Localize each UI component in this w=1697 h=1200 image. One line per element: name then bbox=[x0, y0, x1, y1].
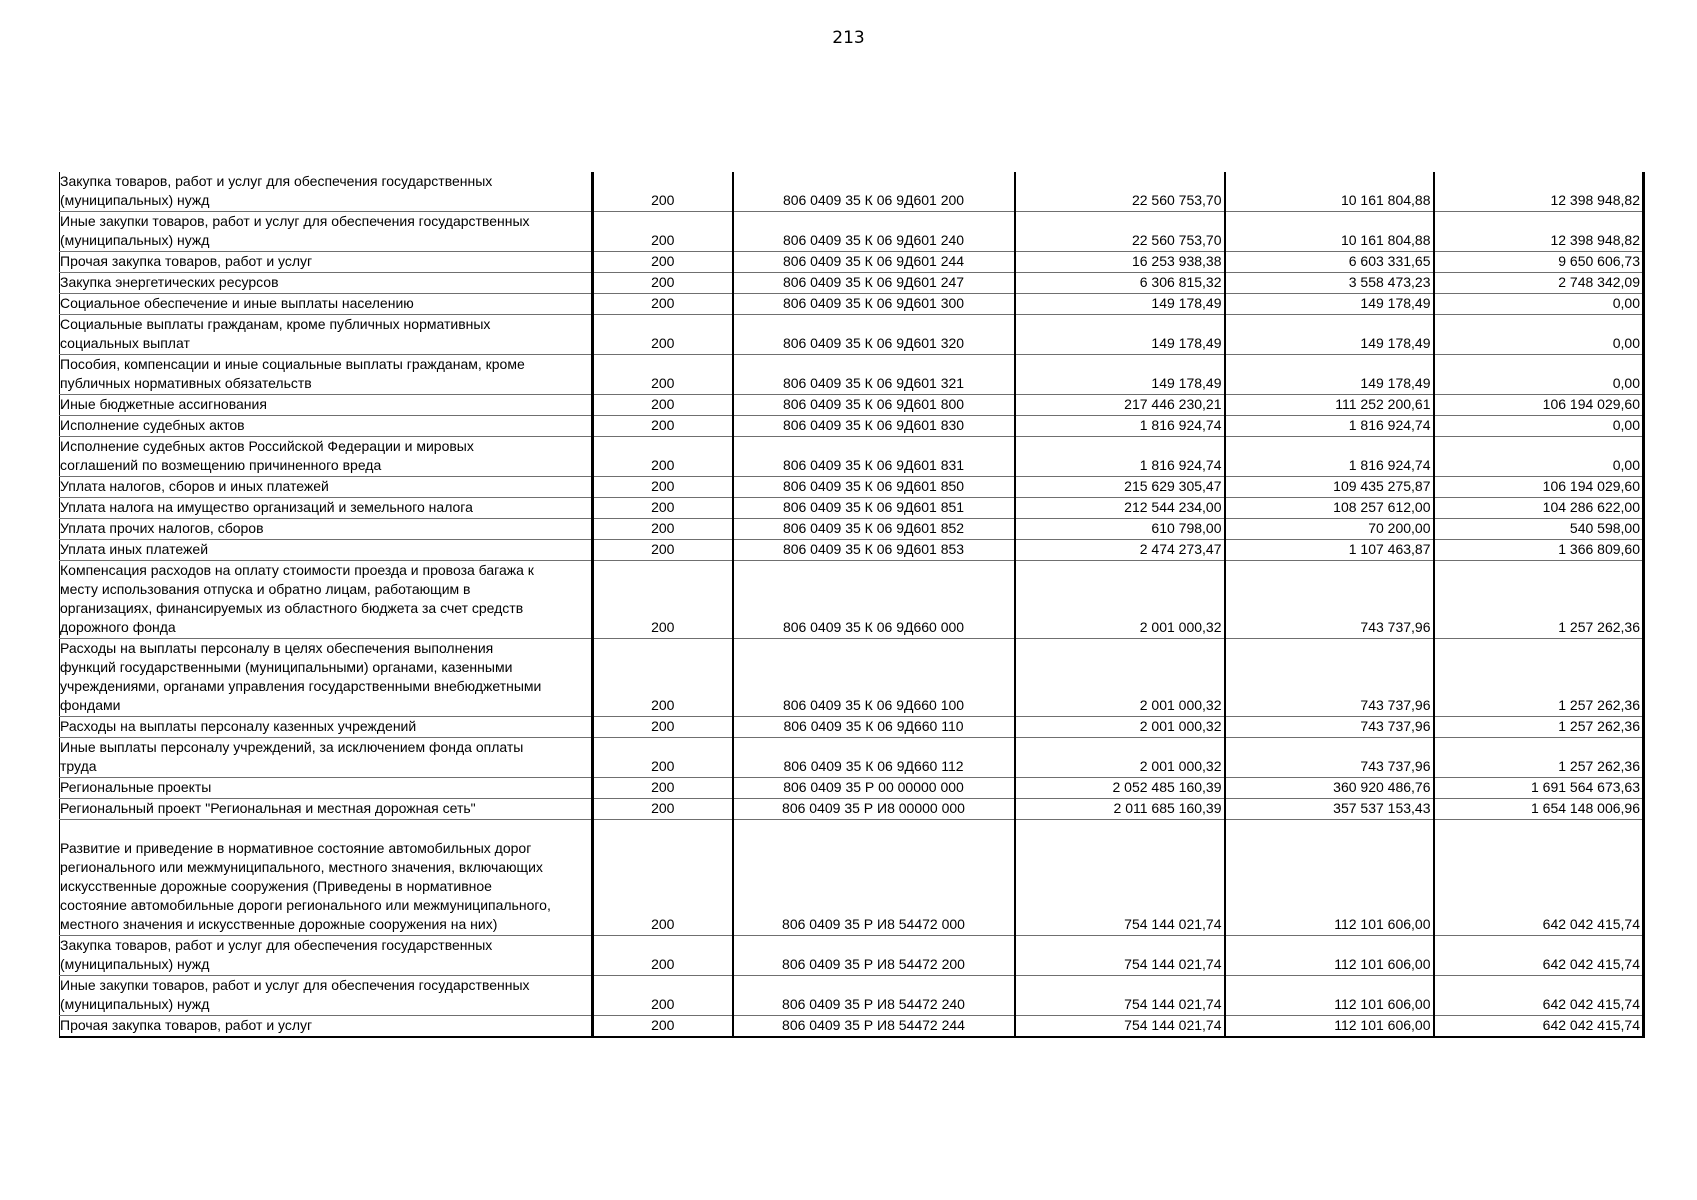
approved-amount-cell: 754 144 021,74 bbox=[1015, 820, 1225, 936]
executed-amount-cell: 112 101 606,00 bbox=[1225, 976, 1434, 1016]
table-row bbox=[60, 172, 1644, 212]
budget-classification-code-cell: 806 0409 35 К 06 9Д660 110 bbox=[733, 717, 1015, 738]
executed-amount-cell: 1 816 924,74 bbox=[1225, 416, 1434, 437]
executed-amount-cell: 743 737,96 bbox=[1225, 738, 1434, 778]
admin-code-cell: 200 bbox=[593, 416, 733, 437]
approved-amount-cell: 149 178,49 bbox=[1015, 315, 1225, 355]
approved-amount-cell: 16 253 938,38 bbox=[1015, 252, 1225, 273]
table-row bbox=[60, 416, 1644, 437]
admin-code-cell: 200 bbox=[593, 498, 733, 519]
unexecuted-amount-cell: 0,00 bbox=[1434, 355, 1644, 395]
unexecuted-amount-cell: 1 691 564 673,63 bbox=[1434, 778, 1644, 799]
admin-code-cell: 200 bbox=[593, 252, 733, 273]
table-row bbox=[60, 540, 1644, 561]
unexecuted-amount-cell: 12 398 948,82 bbox=[1434, 212, 1644, 252]
budget-classification-code-cell: 806 0409 35 К 06 9Д601 321 bbox=[733, 355, 1015, 395]
approved-amount-cell: 22 560 753,70 bbox=[1015, 212, 1225, 252]
expense-name-cell: Иные выплаты персоналу учреждений, за исключением фонда оплаты труда bbox=[60, 738, 593, 778]
unexecuted-amount-cell: 642 042 415,74 bbox=[1434, 820, 1644, 936]
admin-code-cell: 200 bbox=[593, 639, 733, 717]
table-row bbox=[60, 820, 1644, 936]
admin-code-cell: 200 bbox=[593, 273, 733, 294]
unexecuted-amount-cell: 540 598,00 bbox=[1434, 519, 1644, 540]
table-row bbox=[60, 498, 1644, 519]
admin-code-cell: 200 bbox=[593, 1016, 733, 1038]
expense-name-cell: Прочая закупка товаров, работ и услуг bbox=[60, 252, 593, 273]
approved-amount-cell: 212 544 234,00 bbox=[1015, 498, 1225, 519]
budget-classification-code-cell: 806 0409 35 К 06 9Д601 320 bbox=[733, 315, 1015, 355]
approved-amount-cell: 2 001 000,32 bbox=[1015, 738, 1225, 778]
expense-name-cell: Пособия, компенсации и иные социальные выплаты гражданам, кроме публичных нормативных обязательств bbox=[60, 355, 593, 395]
executed-amount-cell: 10 161 804,88 bbox=[1225, 172, 1434, 212]
executed-amount-cell: 743 737,96 bbox=[1225, 717, 1434, 738]
expense-name-cell: Расходы на выплаты персоналу казенных учреждений bbox=[60, 717, 593, 738]
approved-amount-cell: 2 011 685 160,39 bbox=[1015, 799, 1225, 820]
table-row bbox=[60, 799, 1644, 820]
expense-name-cell: Прочая закупка товаров, работ и услуг bbox=[60, 1016, 593, 1038]
expense-name-cell: Исполнение судебных актов Российской Федерации и мировых соглашений по возмещению причиненного вреда bbox=[60, 437, 593, 477]
table-row bbox=[60, 561, 1644, 639]
expense-name-cell: Компенсация расходов на оплату стоимости проезда и провоза багажа к месту использования отпуска и обратно лицам, работающим в организациях, финансируемых из областного бюджета за счет средств дорожного фонда bbox=[60, 561, 593, 639]
table-row bbox=[60, 738, 1644, 778]
unexecuted-amount-cell: 1 654 148 006,96 bbox=[1434, 799, 1644, 820]
admin-code-cell: 200 bbox=[593, 820, 733, 936]
unexecuted-amount-cell: 0,00 bbox=[1434, 315, 1644, 355]
table-row bbox=[60, 976, 1644, 1016]
expense-name-cell: Уплата налога на имущество организаций и земельного налога bbox=[60, 498, 593, 519]
approved-amount-cell: 2 001 000,32 bbox=[1015, 561, 1225, 639]
page-number: 213 bbox=[832, 28, 865, 48]
table-row bbox=[60, 315, 1644, 355]
expense-name-cell: Уплата налогов, сборов и иных платежей bbox=[60, 477, 593, 498]
table-row bbox=[60, 252, 1644, 273]
table-row bbox=[60, 519, 1644, 540]
executed-amount-cell: 149 178,49 bbox=[1225, 355, 1434, 395]
admin-code-cell: 200 bbox=[593, 315, 733, 355]
budget-classification-code-cell: 806 0409 35 К 06 9Д601 247 bbox=[733, 273, 1015, 294]
executed-amount-cell: 112 101 606,00 bbox=[1225, 936, 1434, 976]
executed-amount-cell: 743 737,96 bbox=[1225, 639, 1434, 717]
admin-code-cell: 200 bbox=[593, 212, 733, 252]
executed-amount-cell: 1 816 924,74 bbox=[1225, 437, 1434, 477]
expense-name-cell: Расходы на выплаты персоналу в целях обеспечения выполнения функций государственными (муниципальными) органами, казенными учреждениями, органами управления государственными внебюджетными фондами bbox=[60, 639, 593, 717]
admin-code-cell: 200 bbox=[593, 437, 733, 477]
budget-classification-code-cell: 806 0409 35 К 06 9Д601 851 bbox=[733, 498, 1015, 519]
expense-name-cell: Иные бюджетные ассигнования bbox=[60, 395, 593, 416]
expense-name-cell: Закупка энергетических ресурсов bbox=[60, 273, 593, 294]
unexecuted-amount-cell: 642 042 415,74 bbox=[1434, 976, 1644, 1016]
budget-classification-code-cell: 806 0409 35 К 06 9Д601 831 bbox=[733, 437, 1015, 477]
table-row bbox=[60, 355, 1644, 395]
approved-amount-cell: 149 178,49 bbox=[1015, 355, 1225, 395]
budget-classification-code-cell: 806 0409 35 К 06 9Д601 852 bbox=[733, 519, 1015, 540]
executed-amount-cell: 109 435 275,87 bbox=[1225, 477, 1434, 498]
budget-table-body bbox=[60, 172, 1644, 1037]
unexecuted-amount-cell: 106 194 029,60 bbox=[1434, 395, 1644, 416]
admin-code-cell: 200 bbox=[593, 976, 733, 1016]
table-row bbox=[60, 294, 1644, 315]
approved-amount-cell: 149 178,49 bbox=[1015, 294, 1225, 315]
executed-amount-cell: 112 101 606,00 bbox=[1225, 1016, 1434, 1038]
approved-amount-cell: 754 144 021,74 bbox=[1015, 1016, 1225, 1038]
budget-classification-code-cell: 806 0409 35 Р И8 54472 000 bbox=[733, 820, 1015, 936]
unexecuted-amount-cell: 2 748 342,09 bbox=[1434, 273, 1644, 294]
admin-code-cell: 200 bbox=[593, 477, 733, 498]
admin-code-cell: 200 bbox=[593, 355, 733, 395]
unexecuted-amount-cell: 9 650 606,73 bbox=[1434, 252, 1644, 273]
budget-classification-code-cell: 806 0409 35 К 06 9Д601 850 bbox=[733, 477, 1015, 498]
expense-name-cell: Уплата прочих налогов, сборов bbox=[60, 519, 593, 540]
unexecuted-amount-cell: 1 257 262,36 bbox=[1434, 738, 1644, 778]
expense-name-cell: Закупка товаров, работ и услуг для обеспечения государственных (муниципальных) нужд bbox=[60, 936, 593, 976]
executed-amount-cell: 743 737,96 bbox=[1225, 561, 1434, 639]
unexecuted-amount-cell: 1 366 809,60 bbox=[1434, 540, 1644, 561]
approved-amount-cell: 610 798,00 bbox=[1015, 519, 1225, 540]
budget-classification-code-cell: 806 0409 35 К 06 9Д601 200 bbox=[733, 172, 1015, 212]
budget-classification-code-cell: 806 0409 35 Р И8 54472 200 bbox=[733, 936, 1015, 976]
expense-name-cell: Социальные выплаты гражданам, кроме публичных нормативных социальных выплат bbox=[60, 315, 593, 355]
table-row bbox=[60, 212, 1644, 252]
approved-amount-cell: 754 144 021,74 bbox=[1015, 936, 1225, 976]
table-row bbox=[60, 477, 1644, 498]
budget-classification-code-cell: 806 0409 35 К 06 9Д660 000 bbox=[733, 561, 1015, 639]
approved-amount-cell: 2 001 000,32 bbox=[1015, 717, 1225, 738]
unexecuted-amount-cell: 106 194 029,60 bbox=[1434, 477, 1644, 498]
admin-code-cell: 200 bbox=[593, 778, 733, 799]
approved-amount-cell: 2 052 485 160,39 bbox=[1015, 778, 1225, 799]
table-row bbox=[60, 273, 1644, 294]
admin-code-cell: 200 bbox=[593, 717, 733, 738]
approved-amount-cell: 1 816 924,74 bbox=[1015, 416, 1225, 437]
approved-amount-cell: 215 629 305,47 bbox=[1015, 477, 1225, 498]
budget-classification-code-cell: 806 0409 35 К 06 9Д601 300 bbox=[733, 294, 1015, 315]
executed-amount-cell: 3 558 473,23 bbox=[1225, 273, 1434, 294]
budget-classification-code-cell: 806 0409 35 К 06 9Д601 800 bbox=[733, 395, 1015, 416]
executed-amount-cell: 10 161 804,88 bbox=[1225, 212, 1434, 252]
table-row bbox=[60, 717, 1644, 738]
admin-code-cell: 200 bbox=[593, 395, 733, 416]
approved-amount-cell: 754 144 021,74 bbox=[1015, 976, 1225, 1016]
expense-name-cell: Развитие и приведение в нормативное состояние автомобильных дорог регионального или межмуниципального, местного значения, включающих искусственные дорожные сооружения (Приведены в нормативное состояние автомобильные дороги регионального или межмуниципального, местного значения и искусственные дорожные сооружения на них) bbox=[60, 820, 593, 936]
approved-amount-cell: 22 560 753,70 bbox=[1015, 172, 1225, 212]
budget-classification-code-cell: 806 0409 35 Р И8 54472 244 bbox=[733, 1016, 1015, 1038]
approved-amount-cell: 6 306 815,32 bbox=[1015, 273, 1225, 294]
expense-name-cell: Иные закупки товаров, работ и услуг для обеспечения государственных (муниципальных) нужд bbox=[60, 212, 593, 252]
expense-name-cell: Закупка товаров, работ и услуг для обеспечения государственных (муниципальных) нужд bbox=[60, 172, 593, 212]
budget-classification-code-cell: 806 0409 35 К 06 9Д601 240 bbox=[733, 212, 1015, 252]
unexecuted-amount-cell: 1 257 262,36 bbox=[1434, 639, 1644, 717]
approved-amount-cell: 1 816 924,74 bbox=[1015, 437, 1225, 477]
expense-name-cell: Региональные проекты bbox=[60, 778, 593, 799]
table-row bbox=[60, 778, 1644, 799]
executed-amount-cell: 6 603 331,65 bbox=[1225, 252, 1434, 273]
admin-code-cell: 200 bbox=[593, 738, 733, 778]
unexecuted-amount-cell: 0,00 bbox=[1434, 416, 1644, 437]
expense-name-cell: Социальное обеспечение и иные выплаты населению bbox=[60, 294, 593, 315]
expense-name-cell: Исполнение судебных актов bbox=[60, 416, 593, 437]
executed-amount-cell: 112 101 606,00 bbox=[1225, 820, 1434, 936]
budget-table bbox=[59, 172, 1645, 1038]
budget-classification-code-cell: 806 0409 35 К 06 9Д601 853 bbox=[733, 540, 1015, 561]
budget-classification-code-cell: 806 0409 35 Р И8 00000 000 bbox=[733, 799, 1015, 820]
admin-code-cell: 200 bbox=[593, 519, 733, 540]
table-row bbox=[60, 395, 1644, 416]
executed-amount-cell: 1 107 463,87 bbox=[1225, 540, 1434, 561]
executed-amount-cell: 149 178,49 bbox=[1225, 294, 1434, 315]
unexecuted-amount-cell: 12 398 948,82 bbox=[1434, 172, 1644, 212]
expense-name-cell: Региональный проект "Региональная и местная дорожная сеть" bbox=[60, 799, 593, 820]
executed-amount-cell: 149 178,49 bbox=[1225, 315, 1434, 355]
budget-classification-code-cell: 806 0409 35 К 06 9Д660 100 bbox=[733, 639, 1015, 717]
expense-name-cell: Уплата иных платежей bbox=[60, 540, 593, 561]
unexecuted-amount-cell: 1 257 262,36 bbox=[1434, 717, 1644, 738]
admin-code-cell: 200 bbox=[593, 294, 733, 315]
executed-amount-cell: 108 257 612,00 bbox=[1225, 498, 1434, 519]
budget-classification-code-cell: 806 0409 35 Р И8 54472 240 bbox=[733, 976, 1015, 1016]
table-row bbox=[60, 1016, 1644, 1038]
table-row bbox=[60, 437, 1644, 477]
admin-code-cell: 200 bbox=[593, 172, 733, 212]
budget-classification-code-cell: 806 0409 35 К 06 9Д601 244 bbox=[733, 252, 1015, 273]
unexecuted-amount-cell: 1 257 262,36 bbox=[1434, 561, 1644, 639]
table-row bbox=[60, 639, 1644, 717]
admin-code-cell: 200 bbox=[593, 936, 733, 976]
executed-amount-cell: 111 252 200,61 bbox=[1225, 395, 1434, 416]
unexecuted-amount-cell: 642 042 415,74 bbox=[1434, 1016, 1644, 1038]
budget-classification-code-cell: 806 0409 35 К 06 9Д660 112 bbox=[733, 738, 1015, 778]
admin-code-cell: 200 bbox=[593, 799, 733, 820]
admin-code-cell: 200 bbox=[593, 540, 733, 561]
expense-name-cell: Иные закупки товаров, работ и услуг для обеспечения государственных (муниципальных) нужд bbox=[60, 976, 593, 1016]
table-row bbox=[60, 936, 1644, 976]
approved-amount-cell: 2 001 000,32 bbox=[1015, 639, 1225, 717]
approved-amount-cell: 217 446 230,21 bbox=[1015, 395, 1225, 416]
budget-classification-code-cell: 806 0409 35 Р 00 00000 000 bbox=[733, 778, 1015, 799]
approved-amount-cell: 2 474 273,47 bbox=[1015, 540, 1225, 561]
admin-code-cell: 200 bbox=[593, 561, 733, 639]
unexecuted-amount-cell: 642 042 415,74 bbox=[1434, 936, 1644, 976]
executed-amount-cell: 357 537 153,43 bbox=[1225, 799, 1434, 820]
unexecuted-amount-cell: 0,00 bbox=[1434, 294, 1644, 315]
executed-amount-cell: 70 200,00 bbox=[1225, 519, 1434, 540]
budget-classification-code-cell: 806 0409 35 К 06 9Д601 830 bbox=[733, 416, 1015, 437]
executed-amount-cell: 360 920 486,76 bbox=[1225, 778, 1434, 799]
unexecuted-amount-cell: 0,00 bbox=[1434, 437, 1644, 477]
unexecuted-amount-cell: 104 286 622,00 bbox=[1434, 498, 1644, 519]
